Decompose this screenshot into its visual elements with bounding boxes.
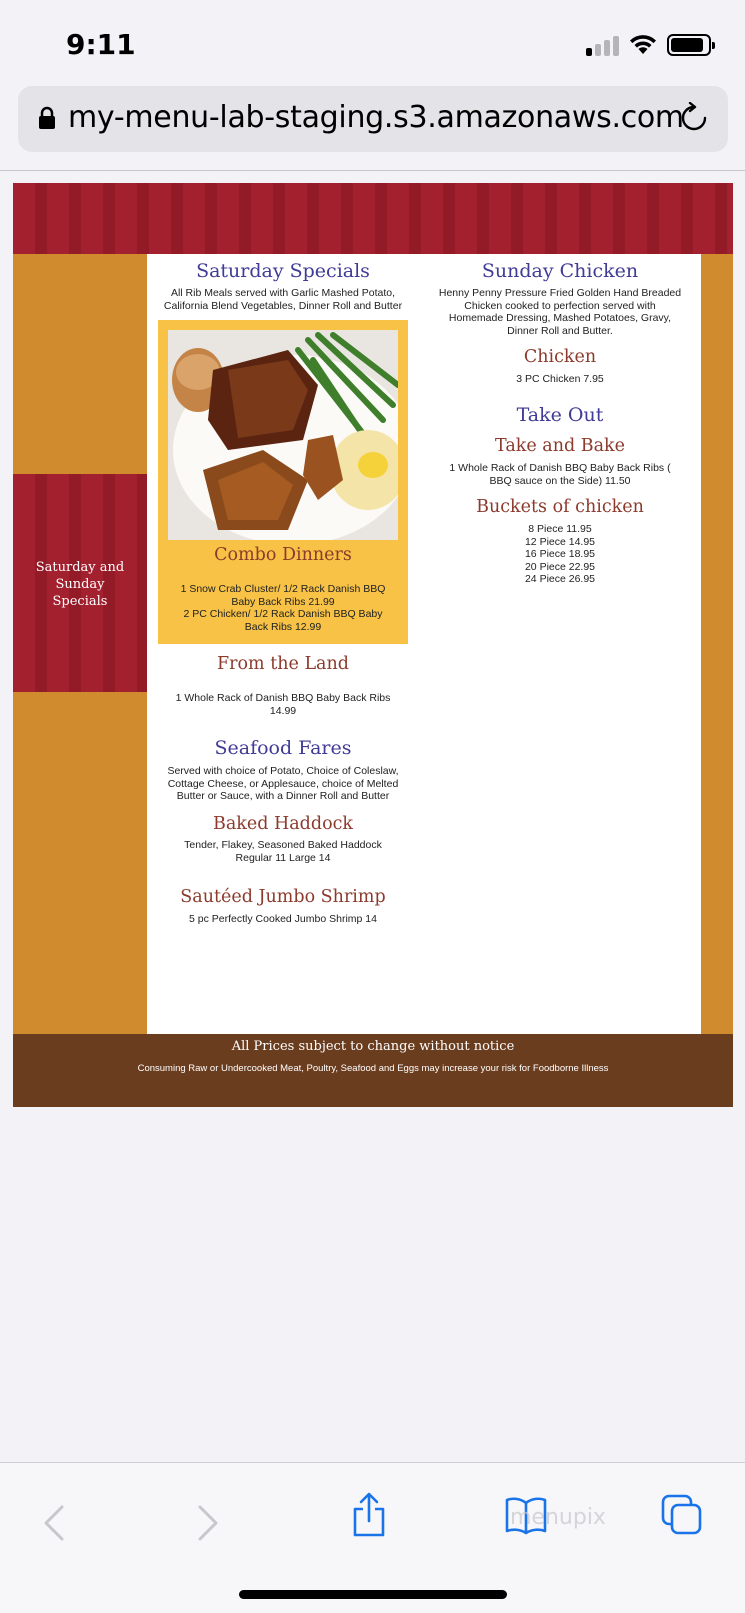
buckets-desc: 8 Piece 11.95 12 Piece 14.95 16 Piece 18.95 20 Piece 22.95 24 Piece 26.95 [524,523,596,585]
from-the-land-desc: 1 Whole Rack of Danish BBQ Baby Back Ribs 14.99 [175,692,391,717]
combo-dinners-desc: 1 Snow Crab Cluster/ 1/2 Rack Danish BBQ Baby Back Ribs 21.99 2 PC Chicken/ 1/2 Rack Danish BBQ Baby Back Ribs 12.99 [180,583,386,633]
food-photo [168,330,398,540]
baked-haddock-desc: Tender, Flakey, Seasoned Baked Haddock Regular 11 Large 14 [184,839,382,864]
sunday-chicken-desc: Henny Penny Pressure Fried Golden Hand Breaded Chicken cooked to perfection served with Homemade Dressing, Mashed Potatoes, Gravy, Dinner Roll and Butter. [438,287,682,337]
lock-icon [38,106,56,130]
price-notice: All Prices subject to change without notice [231,1039,515,1054]
buckets-title: Buckets of chicken [476,497,644,517]
saturday-specials-desc: All Rib Meals served with Garlic Mashed Potato, California Blend Vegetables, Dinner Roll and Butter [163,287,403,312]
battery-icon [667,34,711,56]
chicken-desc: 3 PC Chicken 7.95 [516,373,604,385]
reload-icon[interactable] [678,102,710,134]
jumbo-shrimp-desc: 5 pc Perfectly Cooked Jumbo Shrimp 14 [189,913,377,925]
from-the-land-title: From the Land [217,654,349,674]
share-icon[interactable] [350,1491,388,1539]
take-and-bake-desc: 1 Whole Rack of Danish BBQ Baby Back Ribs ( BBQ sauce on the Side) 11.50 [449,462,671,487]
divider [0,170,745,171]
side-label: Saturday and Sunday Specials [35,560,125,609]
seafood-fares-desc: Served with choice of Potato, Choice of Coleslaw, Cottage Cheese, or Applesauce, choice of Melted Butter or Sauce, with a Dinner Roll and Butter [167,765,399,802]
header-stripes [13,183,733,254]
chicken-title: Chicken [523,347,597,367]
wifi-icon [628,32,658,56]
status-time: 9:11 [66,28,136,61]
url-text[interactable]: my-menu-lab-staging.s3.amazonaws.com [68,100,684,135]
baked-haddock-title: Baked Haddock [212,814,354,834]
watermark: menupix [510,1505,606,1530]
take-and-bake-title: Take and Bake [495,436,625,456]
home-indicator [239,1590,507,1599]
back-icon[interactable] [42,1503,66,1543]
take-out-title: Take Out [516,404,604,426]
jumbo-shrimp-title: Sautéed Jumbo Shrimp [180,887,386,907]
seafood-fares-title: Seafood Fares [214,737,352,759]
cellular-signal-icon [586,34,620,56]
saturday-specials-title: Saturday Specials [196,260,370,282]
food-warning: Consuming Raw or Undercooked Meat, Poultry, Seafood and Eggs may increase your risk for Foodborne Illness [137,1063,609,1074]
sunday-chicken-title: Sunday Chicken [481,260,639,282]
status-bar [0,0,745,86]
tabs-icon[interactable] [660,1493,704,1537]
menu-image [13,183,733,1107]
address-bar[interactable] [18,86,728,152]
forward-icon[interactable] [196,1503,220,1543]
combo-dinners-title: Combo Dinners [214,545,352,565]
